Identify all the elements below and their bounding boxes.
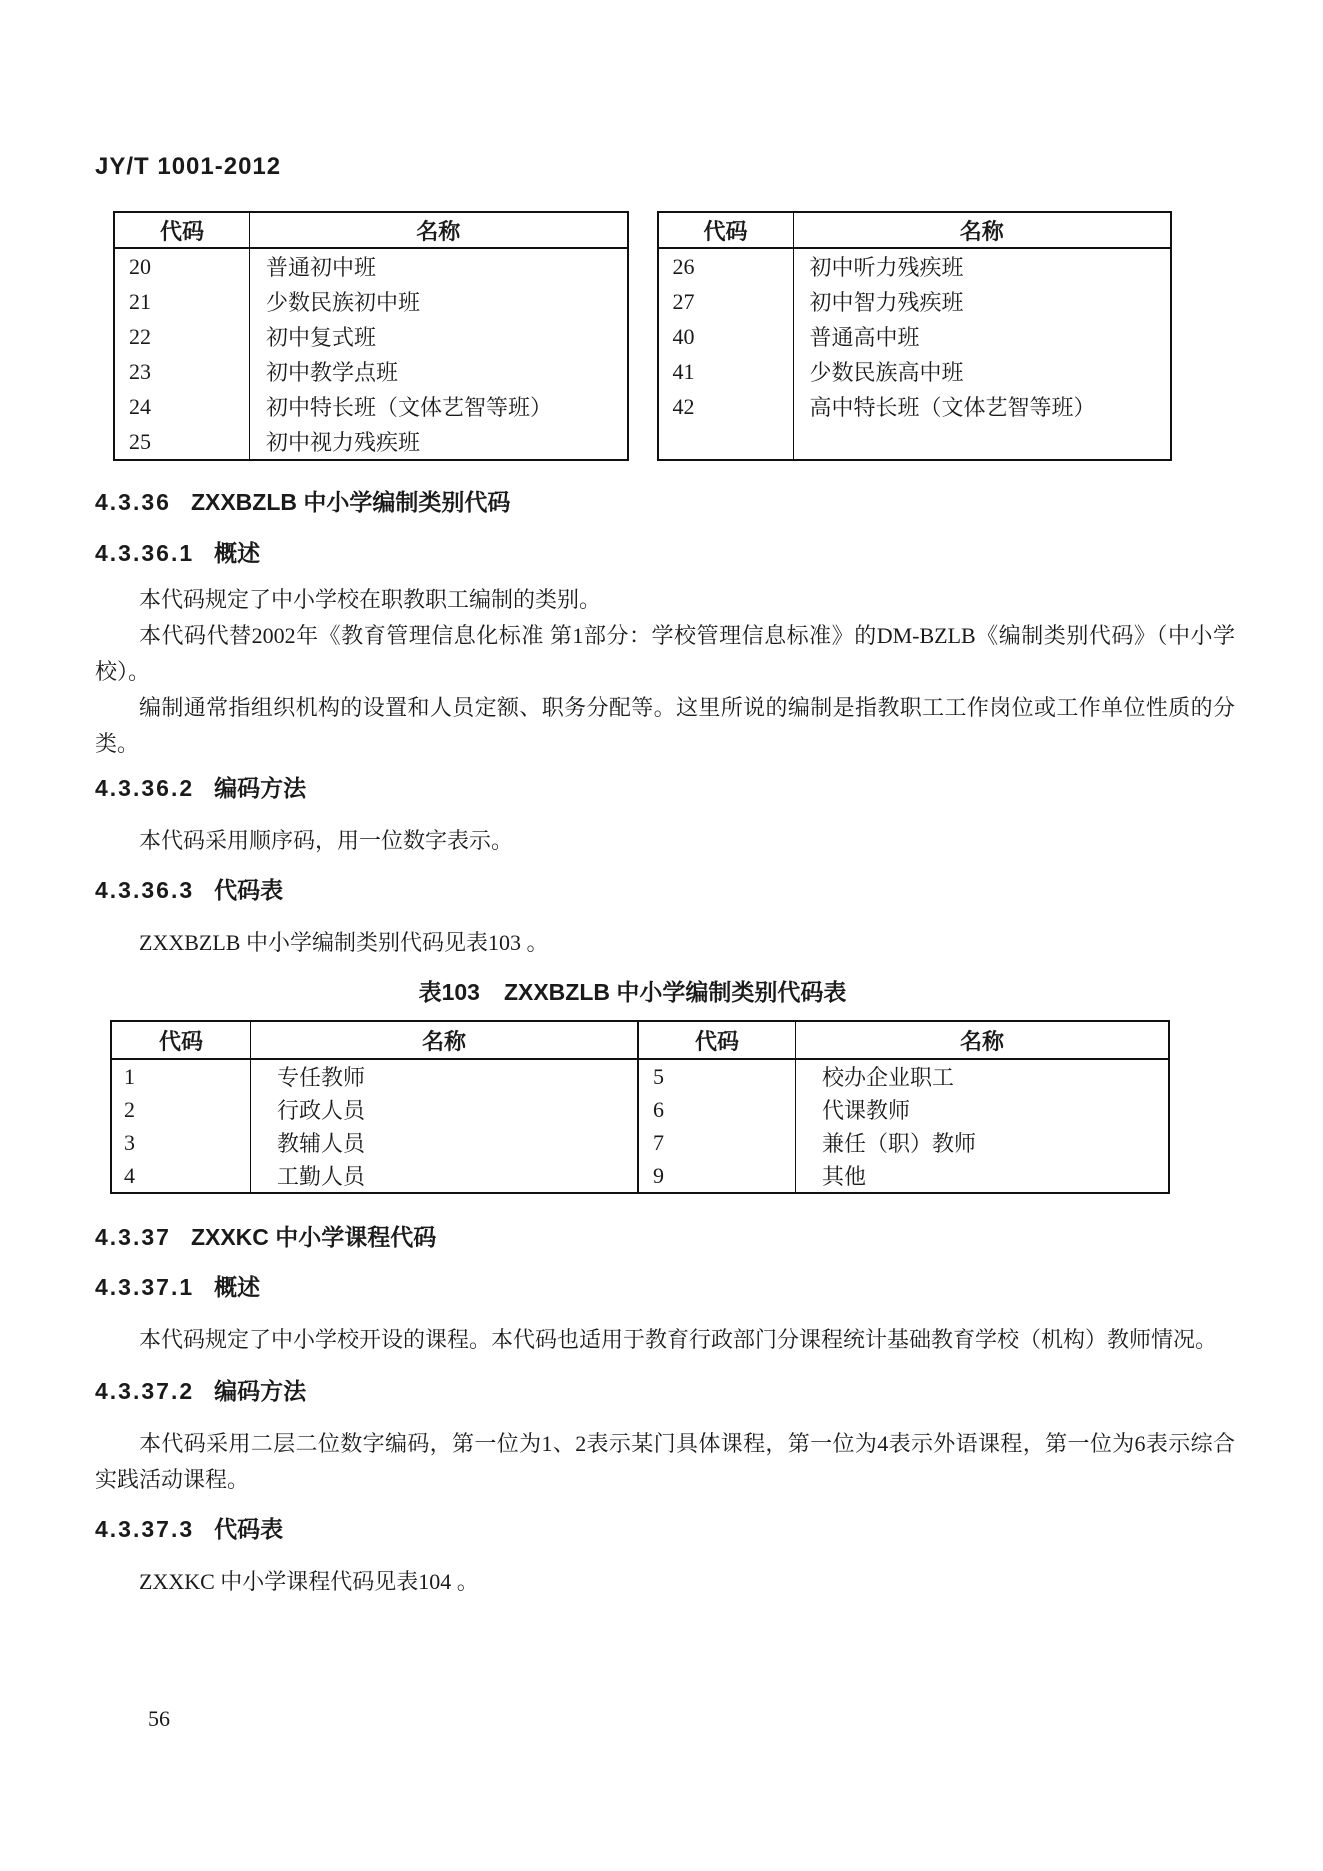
section-4-3-36-1-heading — [95, 538, 1235, 568]
section-number: 4.3.36.3 — [95, 877, 195, 903]
section-title: 代码表 — [214, 877, 284, 903]
class-code-table-left — [113, 211, 629, 461]
table-row — [659, 319, 1171, 354]
paragraph: ZXXKC 中小学课程代码见表104 。 — [139, 1569, 479, 1594]
section-title: ZXXBZLB 中小学编制类别代码 — [190, 489, 511, 515]
code-cell: 7 — [639, 1126, 796, 1159]
paragraph: 本代码采用二层二位数字编码，第一位为1、2表示某门具体课程，第一位为4表示外语课程，第一位为6表示综合实践活动课程。 — [95, 1431, 1235, 1492]
code-cell: 23 — [115, 354, 250, 389]
table-row — [659, 354, 1171, 389]
table-row — [112, 1093, 1168, 1126]
section-number: 4.3.37.2 — [95, 1378, 195, 1404]
name-cell: 初中教学点班 — [266, 360, 399, 385]
code-cell: 40 — [659, 319, 794, 354]
table-row — [112, 1159, 1168, 1192]
table-header-name: 名称 — [416, 218, 461, 244]
section-4-3-37-heading — [95, 1222, 1235, 1252]
section-number: 4.3.37.3 — [95, 1516, 195, 1542]
paragraph: 本代码规定了中小学校在职教职工编制的类别。 — [139, 587, 602, 612]
table-row — [115, 284, 627, 319]
code-cell: 20 — [115, 249, 250, 284]
table-row — [112, 1060, 1168, 1093]
code-cell: 22 — [115, 319, 250, 354]
section-title: 概述 — [214, 540, 261, 566]
table-row-empty — [659, 424, 1171, 459]
name-cell: 初中复式班 — [266, 325, 377, 350]
name-cell: 少数民族初中班 — [266, 290, 421, 315]
name-cell: 其他 — [822, 1164, 867, 1189]
standard-number: JY/T 1001-2012 — [95, 153, 282, 180]
page-content — [0, 152, 1323, 1600]
table-header-name: 名称 — [251, 1022, 639, 1058]
paragraph: 本代码代替2002年《教育管理信息化标准 第1部分：学校管理信息标准》的DM-BZLB《编制类别代码》（中小学校）。 — [95, 623, 1235, 684]
table-header-code: 代码 — [659, 213, 794, 247]
name-cell: 校办企业职工 — [822, 1065, 955, 1090]
class-code-tables — [113, 211, 1172, 461]
code-cell — [659, 424, 794, 459]
name-cell: 初中特长班（文体艺智等班） — [266, 395, 553, 420]
section-4-3-37-3-heading — [95, 1514, 1235, 1544]
code-cell: 24 — [115, 389, 250, 424]
section-4-3-36-3-heading — [95, 875, 1235, 905]
section-title: ZXXKC 中小学课程代码 — [190, 1224, 437, 1250]
paragraph: 本代码规定了中小学校开设的课程。本代码也适用于教育行政部门分课程统计基础教育学校（机构）教师情况。 — [139, 1327, 1218, 1352]
code-cell: 6 — [639, 1093, 796, 1126]
name-cell: 普通初中班 — [266, 255, 377, 280]
section-title: 编码方法 — [214, 775, 307, 801]
table-row — [659, 284, 1171, 319]
table-row — [115, 424, 627, 459]
table-header-row — [112, 1022, 1168, 1060]
table-row — [115, 354, 627, 389]
table-row — [115, 249, 627, 284]
code-cell: 1 — [112, 1060, 251, 1093]
code-cell: 27 — [659, 284, 794, 319]
table-header-code: 代码 — [112, 1022, 251, 1058]
code-cell: 5 — [639, 1060, 796, 1093]
code-cell: 4 — [112, 1159, 251, 1192]
section-number: 4.3.36.1 — [95, 540, 195, 566]
table-row — [112, 1126, 1168, 1159]
name-cell: 初中听力残疾班 — [809, 255, 964, 280]
name-cell: 兼任（职）教师 — [822, 1131, 977, 1156]
code-cell: 41 — [659, 354, 794, 389]
code-cell: 2 — [112, 1093, 251, 1126]
code-cell: 3 — [112, 1126, 251, 1159]
name-cell: 少数民族高中班 — [809, 360, 964, 385]
section-title: 概述 — [214, 1274, 261, 1300]
section-number: 4.3.37.1 — [95, 1274, 195, 1300]
page-number: 56 — [148, 1706, 170, 1731]
name-cell: 专任教师 — [251, 1060, 639, 1093]
section-4-3-37-1-heading — [95, 1272, 1235, 1302]
table-header-name: 名称 — [959, 218, 1004, 244]
section-title: 代码表 — [214, 1516, 284, 1542]
name-cell — [794, 424, 1171, 459]
table-row — [115, 389, 627, 424]
code-cell: 42 — [659, 389, 794, 424]
table-caption-title: ZXXBZLB 中小学编制类别代码表 — [503, 979, 847, 1005]
section-4-3-36-2-heading — [95, 773, 1235, 803]
table-row — [659, 249, 1171, 284]
section-number: 4.3.36.2 — [95, 775, 195, 801]
table-103-caption — [95, 977, 1170, 1007]
name-cell: 代课教师 — [822, 1098, 911, 1123]
table-caption-number: 表103 — [418, 979, 480, 1005]
code-cell: 26 — [659, 249, 794, 284]
table-row — [659, 389, 1171, 424]
name-cell: 行政人员 — [251, 1093, 639, 1126]
code-cell: 25 — [115, 424, 250, 459]
table-row — [115, 319, 627, 354]
table-header-row — [659, 213, 1171, 249]
section-4-3-37-2-heading — [95, 1376, 1235, 1406]
code-cell: 21 — [115, 284, 250, 319]
table-header-code: 代码 — [639, 1022, 796, 1058]
paragraph: 编制通常指组织机构的设置和人员定额、职务分配等。这里所说的编制是指教职工工作岗位或工作单位性质的分类。 — [95, 695, 1235, 756]
paragraph: ZXXBZLB 中小学编制类别代码见表103 。 — [139, 930, 549, 955]
table-header-row — [115, 213, 627, 249]
table-header-name: 名称 — [959, 1028, 1004, 1054]
name-cell: 初中视力残疾班 — [266, 430, 421, 455]
name-cell: 教辅人员 — [251, 1126, 639, 1159]
section-number: 4.3.37 — [95, 1224, 171, 1250]
section-number: 4.3.36 — [95, 489, 171, 515]
paragraph: 本代码采用顺序码，用一位数字表示。 — [139, 828, 514, 853]
table-header-code: 代码 — [115, 213, 250, 247]
section-4-3-36-heading — [95, 487, 1235, 517]
name-cell: 工勤人员 — [251, 1159, 639, 1192]
name-cell: 高中特长班（文体艺智等班） — [809, 395, 1096, 420]
code-cell: 9 — [639, 1159, 796, 1192]
name-cell: 初中智力残疾班 — [809, 290, 964, 315]
class-code-table-right — [657, 211, 1173, 461]
name-cell: 普通高中班 — [809, 325, 920, 350]
section-title: 编码方法 — [214, 1378, 307, 1404]
table-103 — [110, 1020, 1170, 1194]
